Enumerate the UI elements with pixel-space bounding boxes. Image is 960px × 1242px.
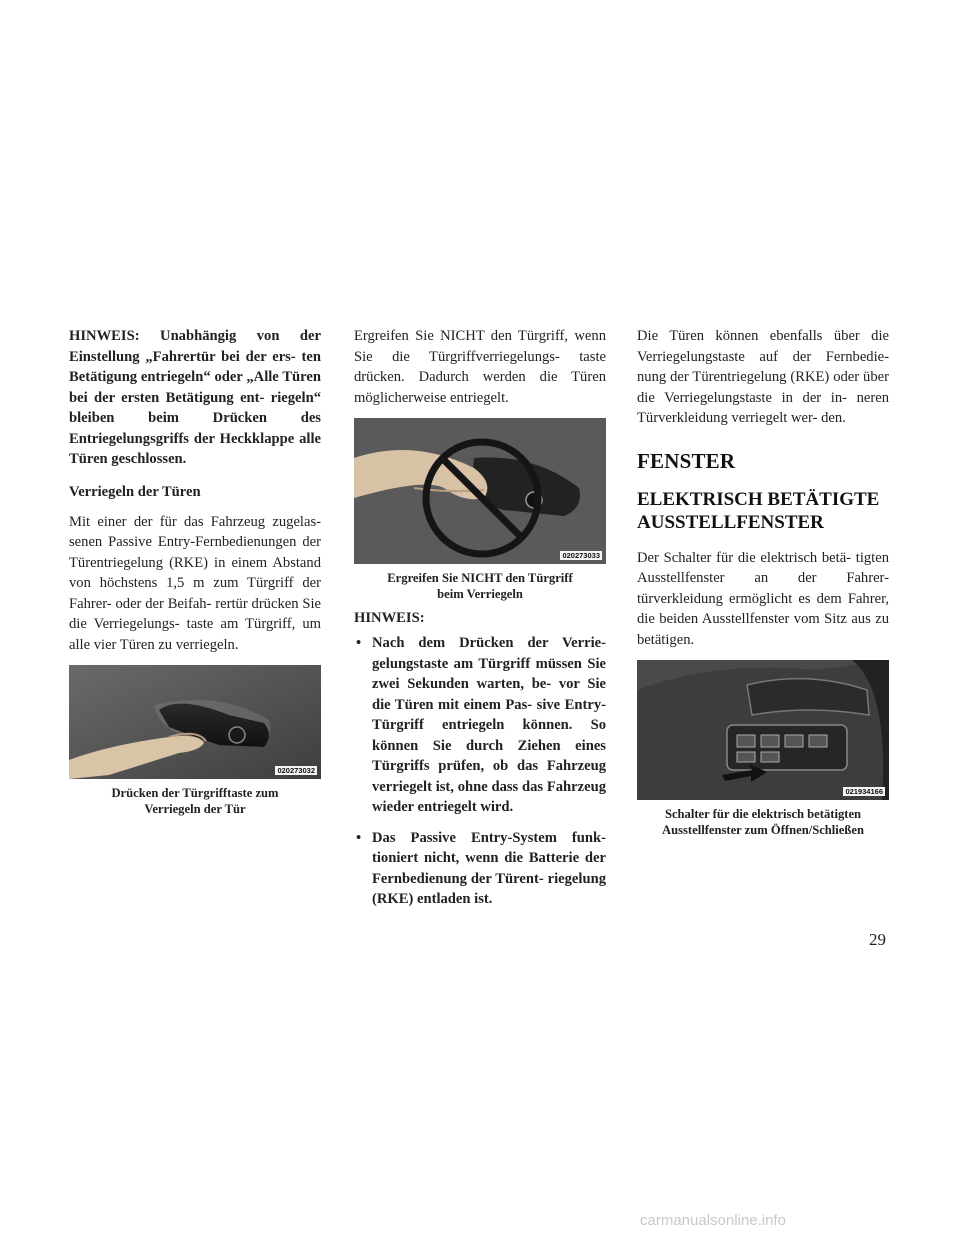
figure-caption xyxy=(637,806,889,838)
door-handle-finger-illustration xyxy=(69,665,321,779)
figure-code: 021934166 xyxy=(845,787,883,796)
caption-line: Verriegeln der Tür xyxy=(144,802,246,816)
body-paragraph: Die Türen können ebenfalls über die Verriegelungstaste auf der Fernbedie- nung der Türentriegelung (RKE) oder über die Verriegelungstaste in der in- neren Türverkleidung verriegelt wer- den. xyxy=(637,328,889,426)
list-item-text: Nach dem Drücken der Verrie- gelungstaste am Türgriff müssen Sie zwei Sekunden warten, be- vor Sie die Türen mit einem Pas- sive Entry-Türgriff entriegeln können. So können Sie durch Ziehen eines Türgriffs prüfen, ob das Fahrzeug verriegelt ist, ohne dass das Fahrzeug wieder entriegelt wird. xyxy=(372,635,606,815)
figure-window-switch xyxy=(637,660,889,800)
door-panel-switch-illustration xyxy=(637,660,889,800)
list-item xyxy=(354,633,606,818)
list-item xyxy=(354,828,606,910)
column-middle xyxy=(354,326,606,920)
figure-caption xyxy=(69,785,321,817)
figure-code: 020273032 xyxy=(277,766,315,775)
bullet-icon: • xyxy=(356,635,362,651)
heading-line: AUSSTELLFENSTER xyxy=(637,511,824,533)
body-paragraph: Ergreifen Sie NICHT den Türgriff, wenn Sie die Türgriffverriegelungs- taste drücken. Dadurch werden die Türen möglicherweise entriegelt. xyxy=(354,328,606,406)
caption-line: Drücken der Türgrifftaste zum xyxy=(111,786,279,800)
heading-line: ELEKTRISCH BETÄTIGTE xyxy=(637,488,880,510)
grab-prohibited-illustration xyxy=(354,418,606,564)
caption-line: beim Verriegeln xyxy=(437,587,523,601)
figure-caption xyxy=(354,570,606,602)
figure-do-not-grab xyxy=(354,418,606,564)
subheading-verriegeln: Verriegeln der Türen xyxy=(69,483,201,500)
list-item-text: Das Passive Entry-System funk- tioniert nicht, wenn die Batterie der Fernbedienung der Türent- riegelung (RKE) entladen ist. xyxy=(372,829,606,907)
section-heading-fenster: FENSTER xyxy=(637,448,736,473)
figure-door-button-press xyxy=(69,665,321,779)
body-paragraph: Der Schalter für die elektrisch betä- tigten Ausstellfenster an der Fahrer- türverkleidung ermöglicht es dem Fahrer, die beiden Ausstellfenster vom Sitz aus zu betätigen. xyxy=(637,549,889,648)
watermark: carmanualsonline.info xyxy=(640,1212,786,1229)
subsection-heading xyxy=(637,488,889,534)
note-list xyxy=(354,633,606,910)
page-number: 29 xyxy=(869,930,886,949)
body-paragraph: Mit einer der für das Fahrzeug zugelas- senen Passive Entry-Fernbedienungen der Türentriegelung (RKE) in einem Abstand von höchstens 1,5 m zum Türgriff der Fahrer- oder der Beifah- rertür drücken Sie die Verriegelungs- taste am Türgriff, um alle vier Türen zu verriegeln. xyxy=(69,513,321,653)
note-paragraph: HINWEIS: Unabhängig von der Einstellung „Fahrertür bei der ers- ten Betätigung entriegeln“ oder „Alle Türen bei der ersten Betätigung ent- riegeln“ bleiben beim Drücken des Entriegelungsgriffs der Heckklappe alle Türen geschlossen. xyxy=(69,328,321,467)
bullet-icon: • xyxy=(356,829,362,846)
column-right xyxy=(637,326,889,846)
caption-line: Schalter für die elektrisch betätigten xyxy=(664,807,862,821)
figure-code: 020273033 xyxy=(562,551,600,560)
caption-line: Ausstellfenster zum Öffnen/Schließen xyxy=(662,823,864,837)
column-left xyxy=(69,326,321,825)
note-heading: HINWEIS: xyxy=(354,610,425,626)
caption-line: Ergreifen Sie NICHT den Türgriff xyxy=(387,571,573,585)
